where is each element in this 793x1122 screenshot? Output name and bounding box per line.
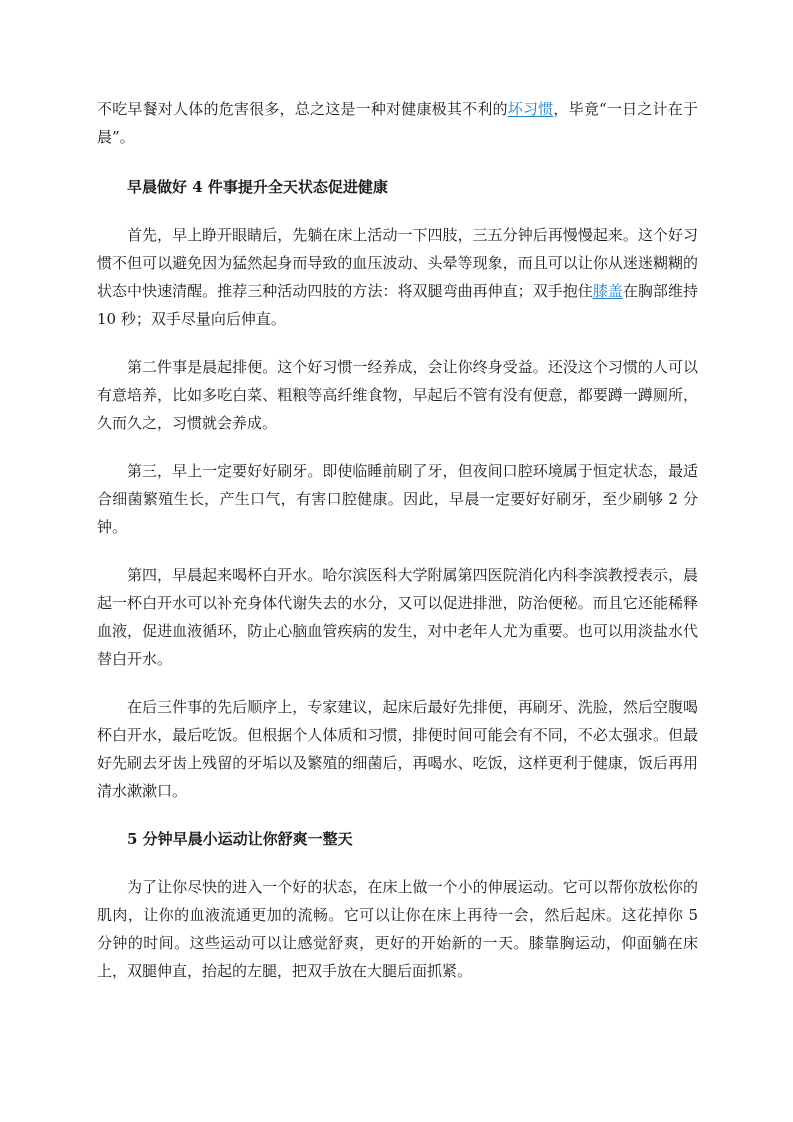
intro-text-before-link: 不吃早餐对人体的危害很多，总之这是一种对健康极其不利的	[97, 100, 508, 118]
intro-text-after-link: ，毕竟“一日之计在于晨”。	[97, 100, 698, 146]
paragraph-fourth-water: 第四，早晨起来喝杯白开水。哈尔滨医科大学附属第四医院消化内科李滨教授表示，晨起一杯白开水可以补充身体代谢失去的水分，又可以促进排泄，防治便秘。而且它还能稀释血液，促进血液循环，防止心脑血管疾病的发生，对中老年人尤为重要。也可以用淡盐水代替白开水。	[97, 566, 698, 668]
paragraph-third-brushing: 第三，早上一定要好好刷牙。即使临睡前刷了牙，但夜间口腔环境属于恒定状态，最适合细菌繁殖生长，产生口气，有害口腔健康。因此，早晨一定要好好刷牙，至少刷够 2 分钟。	[97, 462, 698, 536]
document-page	[97, 95, 698, 1005]
intro-paragraph	[97, 95, 698, 151]
paragraph-text-before-link: 首先，早上睁开眼睛后，先躺在床上活动一下四肢，三五分钟后再慢慢起来。这个好习惯不但可以避免因为猛然起身而导致的血压波动、头晕等现象，而且可以让你从迷迷糊糊的状态中快速清醒。推荐三种活动四肢的方法：将双腿弯曲再伸直；双手抱住	[97, 226, 698, 300]
paragraph-stretch-exercise: 为了让你尽快的进入一个好的状态，在床上做一个小的伸展运动。它可以帮你放松你的肌肉，让你的血液流通更加的流畅。它可以让你在床上再待一会，然后起床。这花掉你 5 分钟的时间。这些运动可以让感觉舒爽，更好的开始新的一天。膝靠胸运动，仰面躺在床上，双腿伸直，抬起的左腿，把双手放在大腿后面抓紧。	[97, 878, 698, 980]
paragraph-second-bowel: 第二件事是晨起排便。这个好习惯一经养成，会让你终身受益。还没这个习惯的人可以有意培养，比如多吃白菜、粗粮等高纤维食物，早起后不管有没有便意，都要蹲一蹲厕所，久而久之，习惯就会养成。	[97, 358, 698, 432]
knee-link[interactable]: 膝盖	[592, 282, 623, 300]
paragraph-text-after-link: 在胸部维持 10 秒；双手尽量向后伸直。	[97, 282, 698, 328]
section-heading-four-things: 早晨做好 4 件事提升全天状态促进健康	[127, 178, 388, 196]
section-heading-five-minute-exercise: 5 分钟早晨小运动让你舒爽一整天	[127, 830, 353, 848]
bad-habit-link[interactable]: 坏习惯	[507, 100, 554, 118]
paragraph-order-advice: 在后三件事的先后顺序上，专家建议，起床后最好先排便，再刷牙、洗脸，然后空腹喝杯白开水，最后吃饭。但根据个人体质和习惯，排便时间可能会有不同，不必太强求。但最好先刷去牙齿上残留的牙垢以及繁殖的细菌后，再喝水、吃饭，这样更利于健康，饭后再用清水漱漱口。	[97, 698, 698, 800]
paragraph-first-stretch	[97, 221, 698, 333]
